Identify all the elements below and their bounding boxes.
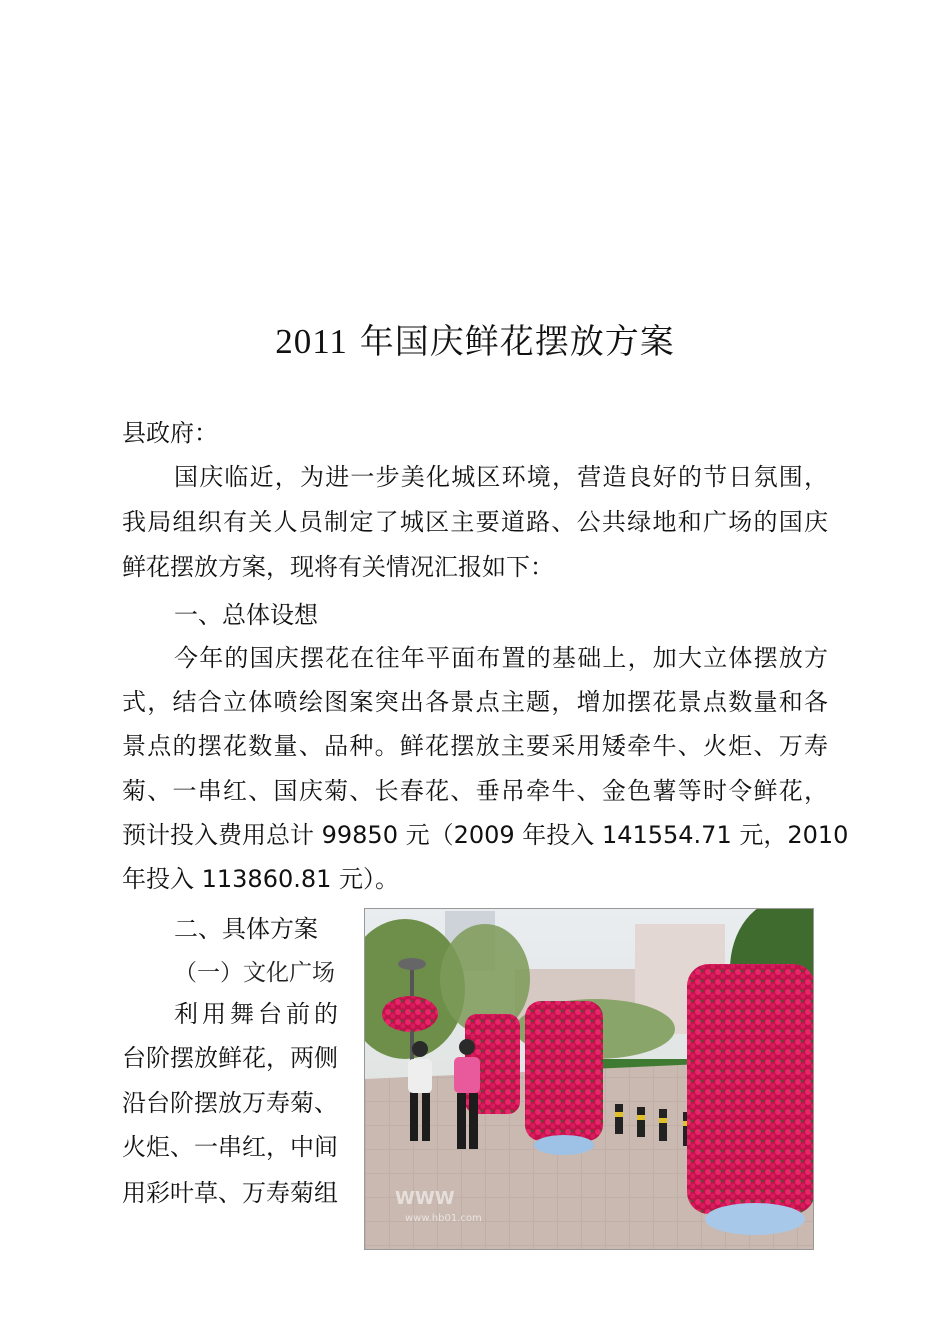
section2-line-3: 沿台阶摆放万寿菊、 — [122, 1089, 338, 1117]
document-title: 2011 年国庆鲜花摆放方案 — [275, 322, 675, 362]
section1-line-4: 菊、一串红、国庆菊、长春花、垂吊牵牛、金色薯等时令鲜花， — [122, 777, 828, 805]
section1-line-5: 预计投入费用总计 99850 元（2009 年投入 141554.71 元，2010 — [122, 821, 849, 849]
subsection-heading: （一）文化广场 — [174, 960, 335, 986]
section2-line-4: 火炬、一串红，中间 — [122, 1133, 338, 1161]
section1-line-1: 今年的国庆摆花在往年平面布置的基础上，加大立体摆放方 — [174, 644, 828, 672]
section2-line-2: 台阶摆放鲜花，两侧 — [122, 1044, 338, 1072]
section1-line-6: 年投入 113860.81 元）。 — [122, 865, 400, 893]
salutation: 县政府： — [122, 419, 218, 447]
section1-line-3: 景点的摆花数量、品种。鲜花摆放主要采用矮牵牛、火炬、万寿 — [122, 732, 828, 760]
intro-line-3: 鲜花摆放方案，现将有关情况汇报如下： — [122, 553, 554, 581]
intro-line-1: 国庆临近，为进一步美化城区环境，营造良好的节日氛围， — [174, 463, 828, 491]
watermark-url: www.hb01.com — [405, 1213, 482, 1224]
section-heading-2: 二、具体方案 — [174, 915, 318, 943]
intro-line-2: 我局组织有关人员制定了城区主要道路、公共绿地和广场的国庆 — [122, 508, 828, 536]
section-heading-1: 一、总体设想 — [174, 601, 318, 629]
section1-line-2: 式，结合立体喷绘图案突出各景点主题，增加摆花景点数量和各 — [122, 688, 828, 716]
section2-line-1: 利用舞台前的 — [174, 1000, 342, 1028]
section2-line-5: 用彩叶草、万寿菊组 — [122, 1179, 338, 1207]
flower-display-photo — [364, 908, 814, 1250]
photo-illustration — [365, 909, 814, 1250]
watermark: WWW — [395, 1188, 455, 1209]
